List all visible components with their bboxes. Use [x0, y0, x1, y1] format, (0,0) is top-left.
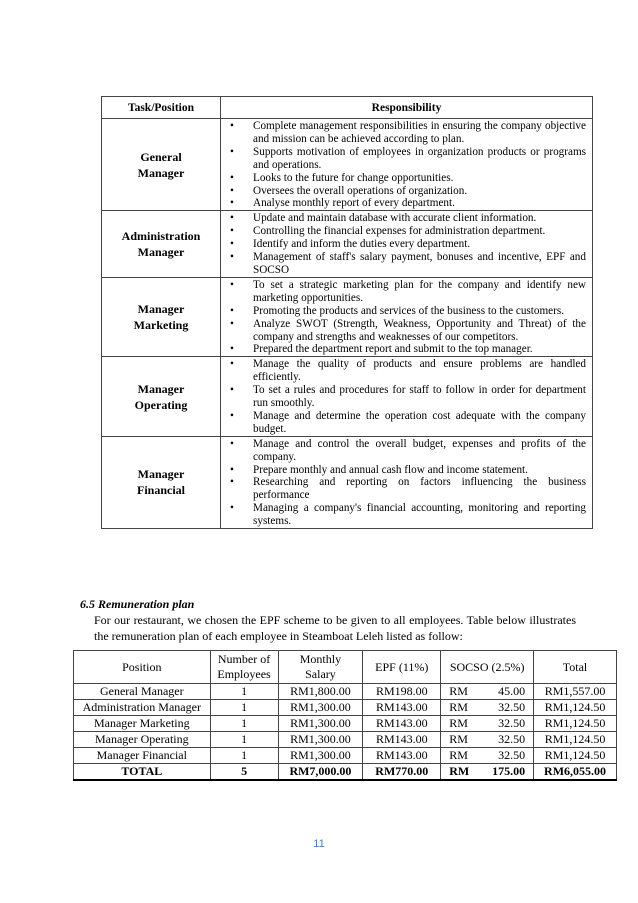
responsibility-item: • Analyze SWOT (Strength, Weakness, Opportunity and Threat) of the company and strengths and weaknesses of our competitors.	[224, 318, 586, 344]
responsibility-item: • Looks to the future for change opportunities.	[224, 172, 586, 185]
responsibility-item: • Manage the quality of products and ensure problems are handled efficiently.	[224, 358, 586, 384]
cell-employees: 5	[210, 764, 278, 781]
cell-salary: RM1,800.00	[278, 684, 363, 700]
responsibility-row	[102, 436, 593, 528]
header-epf: EPF (11%)	[363, 651, 441, 684]
cell-epf: RM770.00	[363, 764, 441, 781]
cell-salary: RM1,300.00	[278, 748, 363, 764]
cell-total: RM1,124.50	[534, 748, 617, 764]
cell-employees: 1	[210, 700, 278, 716]
position-cell: Manager Financial	[102, 436, 221, 528]
responsibility-item: • Supports motivation of employees in organization products or programs and operations.	[224, 146, 586, 172]
responsibility-cell	[221, 277, 593, 356]
responsibility-row	[102, 211, 593, 278]
section-intro-paragraph: For our restaurant, we chosen the EPF scheme to be given to all employees. Table below illustrates the remuneration plan of each employee in Steamboat Leleh listed as follow:	[94, 613, 576, 643]
responsibility-item: • Complete management responsibilities in ensuring the company objective and mission can be achieved according to plan.	[224, 120, 586, 146]
total-row	[74, 764, 617, 781]
responsibility-item: • Researching and reporting on factors influencing the business performance	[224, 476, 586, 502]
table-row	[74, 700, 617, 716]
header-monthly-salary: Monthly Salary	[278, 651, 363, 684]
header-total: Total	[534, 651, 617, 684]
cell-epf: RM143.00	[363, 716, 441, 732]
cell-employees: 1	[210, 716, 278, 732]
cell-epf: RM143.00	[363, 700, 441, 716]
responsibility-item: • Controlling the financial expenses for administration department.	[224, 225, 586, 238]
responsibility-table-header	[102, 97, 593, 119]
cell-total: RM6,055.00	[534, 764, 617, 781]
header-responsibility: Responsibility	[221, 97, 593, 119]
cell-employees: 1	[210, 732, 278, 748]
responsibility-item: • To set a strategic marketing plan for the company and identify new marketing opportunities.	[224, 279, 586, 305]
table-row	[74, 732, 617, 748]
table-row	[74, 684, 617, 700]
cell-socso: RM 45.00	[441, 684, 534, 700]
responsibility-row	[102, 357, 593, 436]
responsibility-item: • Prepared the department report and submit to the top manager.	[224, 343, 586, 356]
cell-position: TOTAL	[74, 764, 211, 781]
cell-total: RM1,557.00	[534, 684, 617, 700]
cell-epf: RM198.00	[363, 684, 441, 700]
remuneration-table	[73, 650, 617, 781]
cell-salary: RM1,300.00	[278, 732, 363, 748]
remuneration-table-header	[74, 651, 617, 684]
cell-position: Manager Operating	[74, 732, 211, 748]
position-cell: General Manager	[102, 119, 221, 211]
page-number: 11	[313, 838, 325, 850]
responsibility-item: • Manage and control the overall budget, expenses and profits of the company.	[224, 438, 586, 464]
responsibility-row	[102, 277, 593, 356]
responsibility-row	[102, 119, 593, 211]
table-row	[74, 748, 617, 764]
responsibility-cell	[221, 211, 593, 278]
responsibility-cell	[221, 436, 593, 528]
cell-socso: RM 32.50	[441, 748, 534, 764]
responsibility-item: • Oversees the overall operations of organization.	[224, 185, 586, 198]
cell-total: RM1,124.50	[534, 700, 617, 716]
cell-salary: RM1,300.00	[278, 700, 363, 716]
cell-employees: 1	[210, 748, 278, 764]
responsibility-item: • To set a rules and procedures for staff to follow in order for department run smoothly.	[224, 384, 586, 410]
cell-salary: RM1,300.00	[278, 716, 363, 732]
cell-position: Administration Manager	[74, 700, 211, 716]
cell-salary: RM7,000.00	[278, 764, 363, 781]
responsibility-item: • Promoting the products and services of the business to the customers.	[224, 305, 586, 318]
responsibility-item: • Managing a company's financial accounting, monitoring and reporting systems.	[224, 502, 586, 528]
responsibility-item: • Prepare monthly and annual cash flow and income statement.	[224, 464, 586, 477]
position-cell: Manager Operating	[102, 357, 221, 436]
header-employees: Number of Employees	[210, 651, 278, 684]
responsibility-item: • Identify and inform the duties every department.	[224, 238, 586, 251]
responsibility-item: • Analyse monthly report of every department.	[224, 197, 586, 210]
header-socso: SOCSO (2.5%)	[441, 651, 534, 684]
cell-socso: RM 175.00	[441, 764, 534, 781]
cell-socso: RM 32.50	[441, 732, 534, 748]
cell-position: Manager Financial	[74, 748, 211, 764]
cell-epf: RM143.00	[363, 732, 441, 748]
cell-employees: 1	[210, 684, 278, 700]
cell-epf: RM143.00	[363, 748, 441, 764]
responsibility-table	[101, 96, 593, 529]
responsibility-cell	[221, 357, 593, 436]
cell-total: RM1,124.50	[534, 732, 617, 748]
cell-position: Manager Marketing	[74, 716, 211, 732]
responsibility-item: • Manage and determine the operation cost adequate with the company budget.	[224, 410, 586, 436]
responsibility-item: • Update and maintain database with accurate client information.	[224, 212, 586, 225]
cell-socso: RM 32.50	[441, 700, 534, 716]
responsibility-cell	[221, 119, 593, 211]
header-task-position: Task/Position	[102, 97, 221, 119]
section-heading: 6.5 Remuneration plan	[80, 597, 195, 611]
position-cell: Administration Manager	[102, 211, 221, 278]
cell-socso: RM 32.50	[441, 716, 534, 732]
position-cell: Manager Marketing	[102, 277, 221, 356]
header-position: Position	[74, 651, 211, 684]
cell-total: RM1,124.50	[534, 716, 617, 732]
cell-position: General Manager	[74, 684, 211, 700]
responsibility-item: • Management of staff's salary payment, bonuses and incentive, EPF and SOCSO	[224, 251, 586, 277]
table-row	[74, 716, 617, 732]
